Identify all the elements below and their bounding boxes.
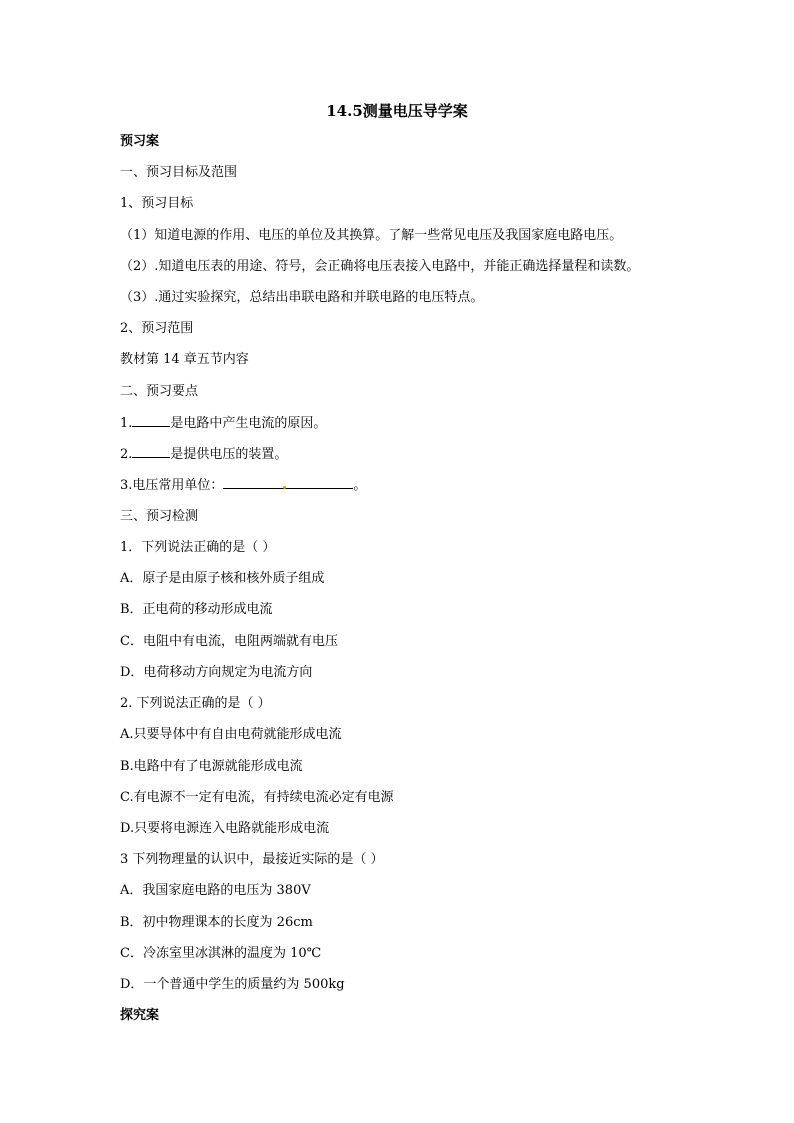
- point-2-blank[interactable]: [132, 443, 170, 458]
- question-2-option-d: D.只要将电源连入电路就能形成电流: [120, 821, 330, 836]
- question-1-option-d: D．电荷移动方向规定为电流方向: [120, 665, 313, 680]
- point-3-blank[interactable]: [223, 474, 353, 489]
- point-1-number: 1.: [120, 416, 133, 431]
- point-1-text: 是电路中产生电流的原因。: [170, 416, 327, 431]
- point-2-number: 2.: [120, 447, 133, 462]
- question-3: 3 下列物理量的认识中，最接近实际的是（ ）: [120, 852, 384, 867]
- question-2: 2. 下列说法正确的是（ ）: [120, 696, 271, 711]
- point-1-blank[interactable]: [132, 412, 170, 427]
- point-2: [120, 443, 740, 465]
- goal-2: （2）.知道电压表的用途、符号，会正确将电压表接入电路中，并能正确选择量程和读数。: [120, 259, 640, 274]
- question-3-option-c: C．冷冻室里冰淇淋的温度为 10℃: [120, 946, 322, 961]
- question-2-option-a: A.只要导体中有自由电荷就能形成电流: [120, 727, 342, 742]
- goals-subheading: 1、预习目标: [120, 196, 194, 211]
- section2-heading: 二、预习要点: [120, 384, 199, 399]
- section1-heading: 一、预习目标及范围: [120, 165, 238, 180]
- question-2-option-b: B.电路中有了电源就能形成电流: [120, 759, 303, 774]
- mark-dot: [283, 486, 286, 489]
- document-title: 14.5测量电压导学案: [326, 102, 468, 120]
- question-1-option-a: A．原子是由原子核和核外质子组成: [120, 571, 325, 586]
- point-3: [120, 474, 740, 496]
- preview-heading: 预习案: [120, 134, 160, 149]
- point-2-text: 是提供电压的装置。: [170, 447, 288, 462]
- point-1: [120, 412, 740, 434]
- point-3-text: 3.电压常用单位：: [120, 478, 224, 493]
- question-3-option-d: D．一个普通中学生的质量约为 500kg: [120, 977, 345, 992]
- question-1-option-c: C．电阻中有电流，电阻两端就有电压: [120, 634, 338, 649]
- section3-heading: 三、预习检测: [120, 509, 199, 524]
- question-2-option-c: C.有电源不一定有电流，有持续电流必定有电源: [120, 790, 394, 805]
- question-3-option-a: A．我国家庭电路的电压为 380V: [120, 883, 311, 898]
- point-3-end: 。: [353, 478, 367, 493]
- question-1-option-b: B．正电荷的移动形成电流: [120, 602, 273, 617]
- range-text: 教材第 14 章五节内容: [120, 352, 249, 367]
- goal-3: （3）.通过实验探究，总结出串联电路和并联电路的电压特点。: [120, 290, 484, 305]
- range-subheading: 2、预习范围: [120, 321, 194, 336]
- explore-heading: 探究案: [120, 1008, 160, 1023]
- goal-1: （1）知道电源的作用、电压的单位及其换算。了解一些常见电压及我国家庭电路电压。: [120, 228, 623, 243]
- question-1: 1．下列说法正确的是（ ）: [120, 540, 276, 555]
- question-3-option-b: B．初中物理课本的长度为 26cm: [120, 915, 313, 930]
